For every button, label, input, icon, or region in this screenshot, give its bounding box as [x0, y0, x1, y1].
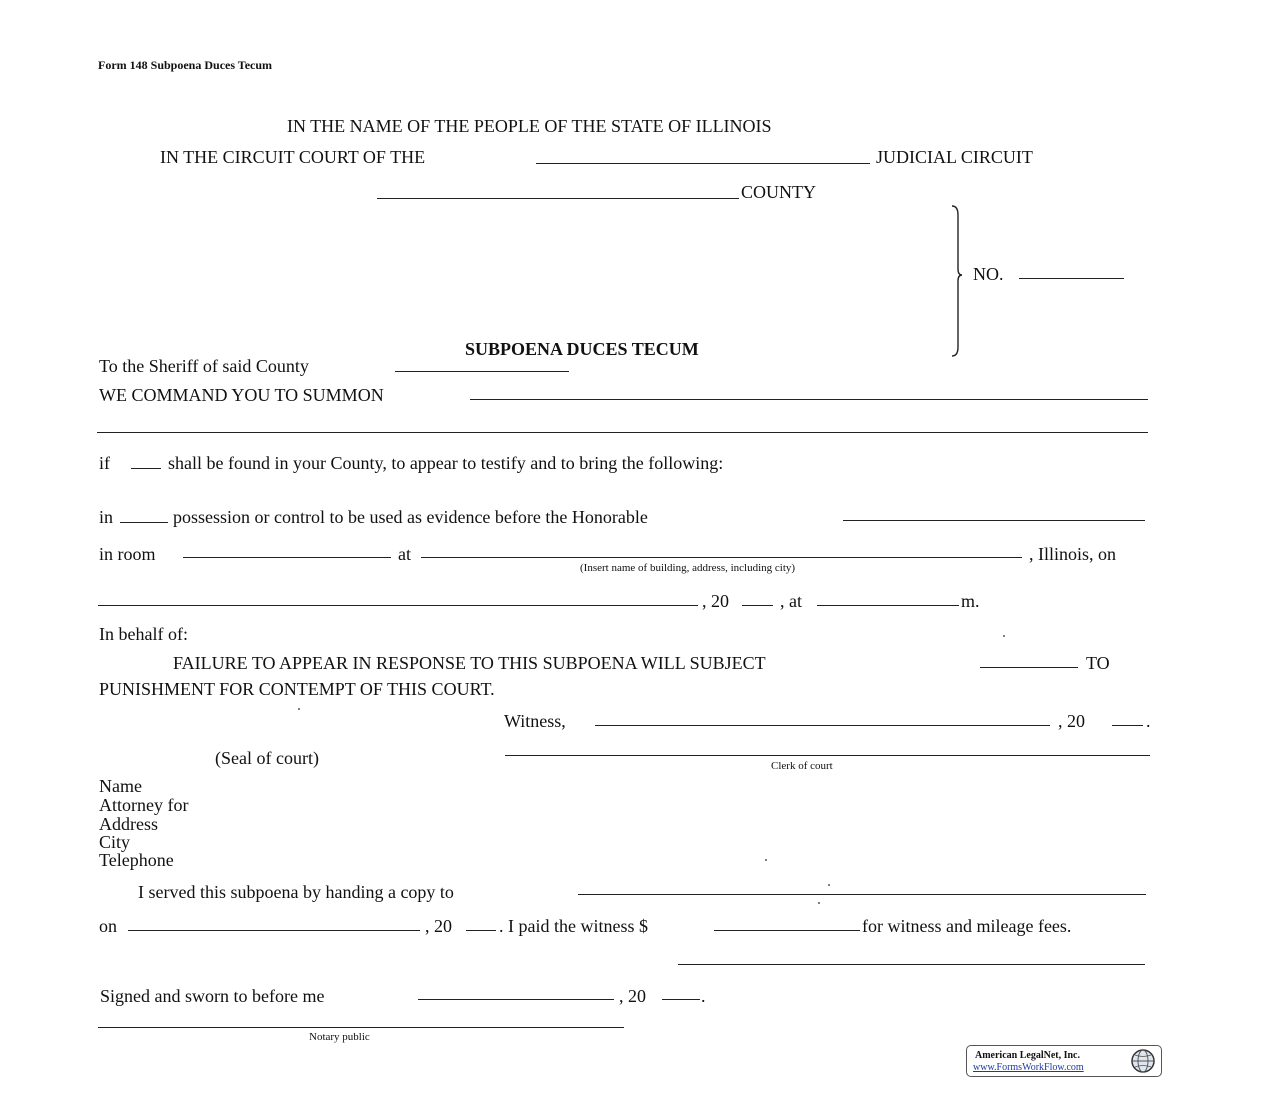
- room-label: in room: [99, 544, 156, 564]
- notary-label: Notary public: [309, 1031, 370, 1043]
- attorney-telephone-label: Telephone: [99, 850, 174, 870]
- case-no-label: NO.: [973, 264, 1004, 284]
- fee-amount-field[interactable]: [714, 930, 860, 931]
- illinois-on-label: , Illinois, on: [1029, 544, 1117, 564]
- american-legalnet-logo[interactable]: [966, 1045, 1162, 1077]
- scan-speck: [818, 902, 820, 904]
- logo-company-name: American LegalNet, Inc.: [975, 1050, 1080, 1061]
- summon-field-1[interactable]: [470, 399, 1148, 400]
- attorney-for-label: Attorney for: [99, 795, 189, 815]
- header-line-1: IN THE NAME OF THE PEOPLE OF THE STATE OF ILLINOIS: [287, 116, 772, 136]
- scan-speck: [828, 884, 830, 886]
- seal-label: (Seal of court): [215, 748, 319, 768]
- case-brace: [950, 205, 966, 357]
- in-behalf-label: In behalf of:: [99, 624, 188, 644]
- sworn-date-field[interactable]: [418, 999, 614, 1000]
- if-label: if: [99, 453, 110, 473]
- sheriff-label: To the Sheriff of said County: [99, 356, 309, 376]
- case-no-field[interactable]: [1019, 278, 1124, 279]
- logo-url-link[interactable]: www.FormsWorkFlow.com: [973, 1062, 1084, 1073]
- failure-line-1: FAILURE TO APPEAR IN RESPONSE TO THIS SUBPOENA WILL SUBJECT: [173, 653, 766, 673]
- judicial-circuit-field[interactable]: [536, 163, 870, 164]
- server-signature-field[interactable]: [678, 964, 1145, 965]
- building-field[interactable]: [421, 557, 1022, 558]
- form-title: SUBPOENA DUCES TECUM: [465, 339, 699, 359]
- sheriff-field[interactable]: [395, 371, 569, 372]
- possession-text: possession or control to be used as evidence before the Honorable: [173, 507, 648, 527]
- county-field[interactable]: [377, 198, 739, 199]
- served-label: I served this subpoena by handing a copy to: [138, 882, 454, 902]
- pronoun-field-1[interactable]: [131, 468, 161, 469]
- scan-speck: [1003, 635, 1005, 637]
- room-field[interactable]: [183, 557, 391, 558]
- date-field[interactable]: [98, 605, 698, 606]
- date-at-label: , at: [780, 591, 802, 611]
- failure-to: TO: [1086, 653, 1110, 673]
- scan-speck: [765, 859, 767, 861]
- notary-signature-field[interactable]: [98, 1027, 624, 1028]
- served-on-label: on: [99, 916, 117, 936]
- pronoun-field-2[interactable]: [120, 522, 168, 523]
- summon-field-2[interactable]: [97, 432, 1148, 433]
- at-label: at: [398, 544, 411, 564]
- fees-label: for witness and mileage fees.: [862, 916, 1072, 936]
- time-field[interactable]: [817, 605, 959, 606]
- signed-sworn-label: Signed and sworn to before me: [100, 986, 325, 1006]
- witness-label: Witness,: [504, 711, 566, 731]
- header-line-2-suffix: JUDICIAL CIRCUIT: [876, 147, 1033, 167]
- sworn-year-label: , 20: [619, 986, 646, 1006]
- sworn-year-field[interactable]: [662, 999, 700, 1000]
- clerk-label: Clerk of court: [771, 760, 833, 772]
- in-label: in: [99, 507, 114, 527]
- witness-field[interactable]: [595, 725, 1050, 726]
- building-hint: (Insert name of building, address, including city): [580, 562, 796, 574]
- served-to-field[interactable]: [578, 894, 1146, 895]
- paid-label: . I paid the witness $: [499, 916, 648, 936]
- sworn-end: .: [701, 986, 706, 1006]
- attorney-name-label: Name: [99, 776, 142, 796]
- clerk-signature-field[interactable]: [505, 755, 1150, 756]
- served-year-label: , 20: [425, 916, 452, 936]
- served-date-field[interactable]: [128, 930, 420, 931]
- globe-icon: [1129, 1048, 1157, 1074]
- attorney-city-label: City: [99, 832, 131, 852]
- time-m-label: m.: [961, 591, 980, 611]
- pronoun-field-3[interactable]: [980, 667, 1078, 668]
- witness-end: .: [1146, 711, 1151, 731]
- county-label: COUNTY: [741, 182, 816, 202]
- scan-speck: [298, 708, 300, 710]
- served-year-field[interactable]: [466, 930, 496, 931]
- header-line-2-prefix: IN THE CIRCUIT COURT OF THE: [160, 147, 426, 167]
- honorable-field[interactable]: [843, 520, 1145, 521]
- command-label: WE COMMAND YOU TO SUMMON: [99, 385, 384, 405]
- date-year-label: , 20: [702, 591, 729, 611]
- found-text: shall be found in your County, to appear to testify and to bring the following:: [168, 453, 724, 473]
- failure-line-2: PUNISHMENT FOR CONTEMPT OF THIS COURT.: [99, 679, 495, 699]
- date-year-field[interactable]: [742, 605, 773, 606]
- witness-year-field[interactable]: [1112, 725, 1143, 726]
- attorney-address-label: Address: [99, 814, 158, 834]
- form-label: Form 148 Subpoena Duces Tecum: [98, 58, 273, 72]
- witness-year-label: , 20: [1058, 711, 1085, 731]
